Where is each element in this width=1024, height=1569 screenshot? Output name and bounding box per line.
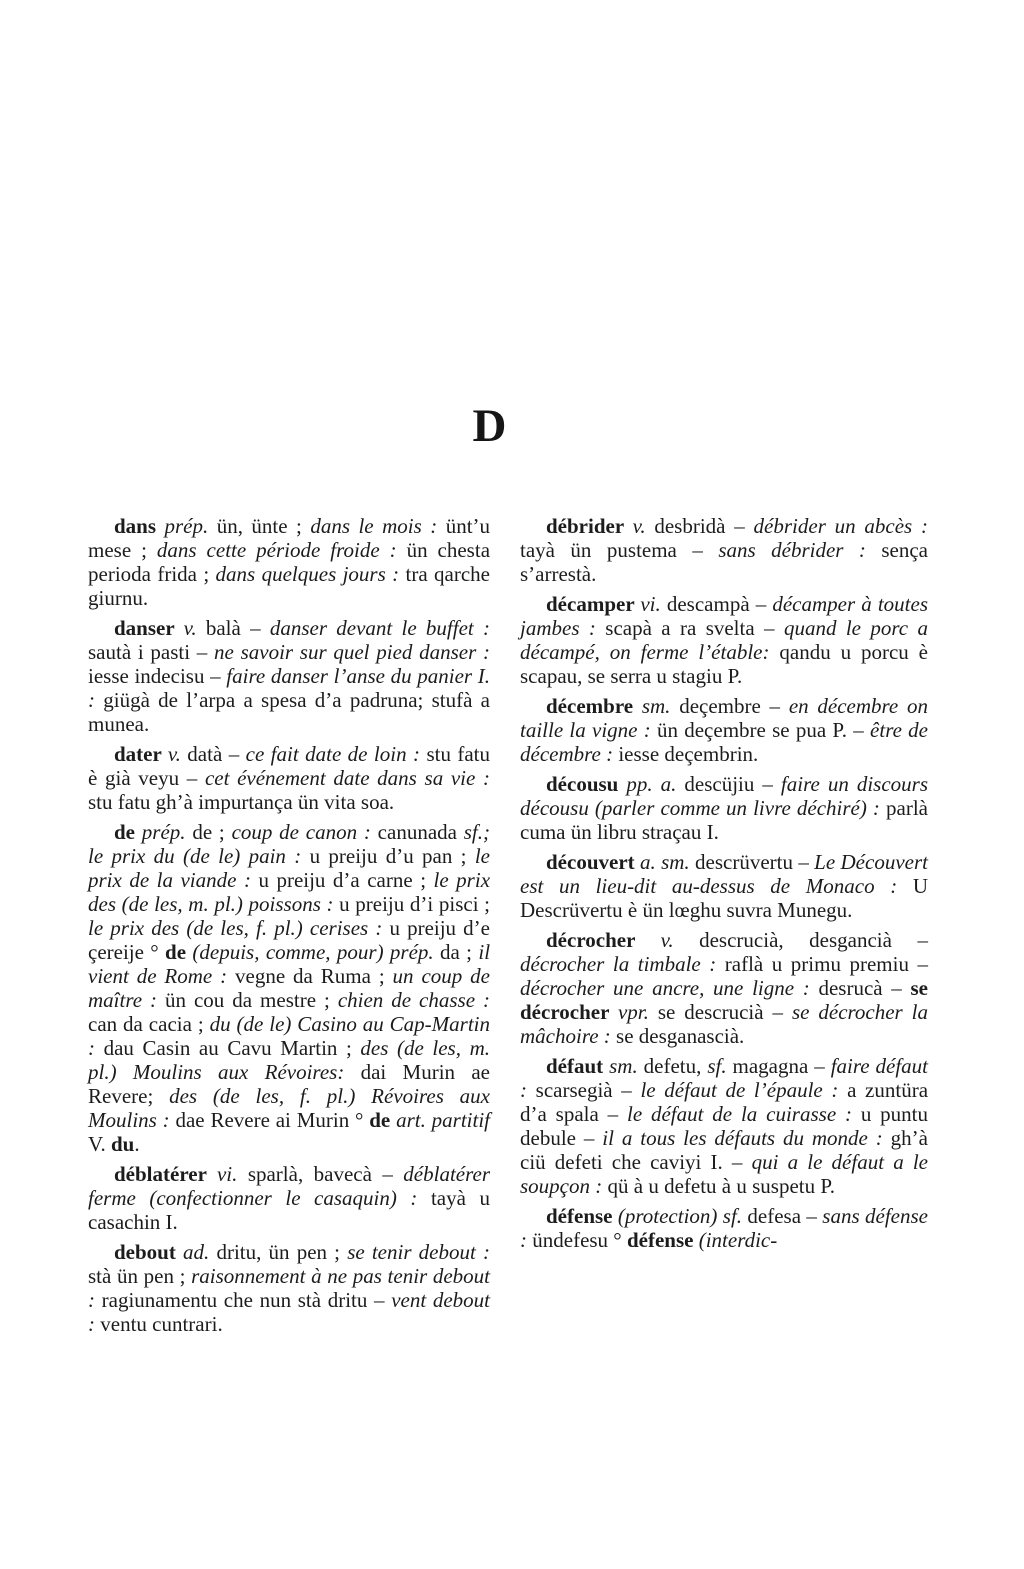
entry-text: scarsegià – — [535, 1078, 641, 1102]
entry-text: le défaut de la cuirasse : — [626, 1102, 861, 1126]
dictionary-entry — [520, 1054, 928, 1198]
entry-text: giügà de l’arpa a spesa d’a padruna; stufà a munea. — [88, 688, 491, 736]
dictionary-entry — [88, 820, 490, 1156]
headword: du — [110, 1132, 135, 1156]
entry-text: dans quelques jours : — [215, 562, 406, 586]
headword: de — [114, 820, 142, 844]
entry-text: vegne da Ruma ; — [235, 964, 393, 988]
entry-text: sm. — [609, 1054, 644, 1078]
entry-text: stu fatu è già veyu – — [88, 742, 491, 790]
entry-text: de ; — [192, 820, 232, 844]
entry-text: dau Casin au Cavu Martin ; — [103, 1036, 361, 1060]
entry-text: a zuntüra d’a spala – — [520, 1078, 929, 1126]
entry-text: le prix de la viande : — [88, 844, 490, 892]
entry-text: se décrocher la mâchoire : — [520, 1000, 928, 1048]
entry-text: vi. — [640, 592, 667, 616]
entry-text: dans cette période froide : — [156, 538, 407, 562]
entry-text: en décembre on taille la vigne : — [520, 694, 928, 742]
entry-text: des (de les, f. pl.) Révoires aux Moulins : — [88, 1084, 491, 1132]
entry-text: se desganascià. — [616, 1024, 745, 1048]
entry-text: u puntu debule – — [520, 1102, 928, 1150]
headword: de — [165, 940, 193, 964]
entry-text: scapà a ra svelta – — [605, 616, 784, 640]
headword: décembre — [546, 694, 642, 718]
entry-text: ad. — [183, 1240, 217, 1264]
headword: dater — [114, 742, 168, 766]
entry-text: ün deçembre se pua P. – — [656, 718, 871, 742]
entry-text: être de décembre : — [520, 718, 928, 766]
dictionary-entry — [520, 1204, 928, 1252]
entry-text: dans le mois : — [310, 514, 446, 538]
entry-text: iesse deçembrin. — [618, 742, 759, 766]
entry-text: danser devant le buffet : — [269, 616, 490, 640]
headword: découvert — [546, 850, 640, 874]
entry-text: V. — [88, 1132, 111, 1156]
entry-text: faire défaut : — [520, 1054, 928, 1102]
entry-text: le prix des (de les, f. pl.) cerises : — [88, 916, 390, 940]
entry-text: des (de les, m. pl.) Moulins aux Révoires: — [88, 1036, 490, 1084]
entry-text: dritu, ün pen ; — [216, 1240, 348, 1264]
entry-text: sparlà, bavecà – — [247, 1162, 404, 1186]
entry-text: ragiunamentu che nun stà dritu – — [101, 1288, 392, 1312]
entry-text: a. sm. — [639, 850, 696, 874]
entry-text: ün chesta perioda frida ; — [88, 538, 491, 586]
entry-text: décamper à toutes jambes : — [520, 592, 928, 640]
headword: décamper — [546, 592, 641, 616]
entry-text: tayà u casachin I. — [88, 1186, 490, 1234]
entry-text: v. — [660, 928, 700, 952]
entry-text: cet événement date dans sa vie : — [204, 766, 490, 790]
dictionary-entry — [520, 772, 928, 844]
entry-text: le prix des (de les, m. pl.) poissons : — [88, 868, 491, 916]
entry-text: magagna – — [732, 1054, 831, 1078]
headword: danser — [114, 616, 184, 640]
entry-text: ventu cuntrari. — [100, 1312, 223, 1336]
left-column — [88, 514, 490, 1336]
entry-text: canunada — [377, 820, 464, 844]
headword: décrocher — [546, 928, 661, 952]
entry-text: u preiju d’i pisci ; — [339, 892, 490, 916]
headword: dans — [114, 514, 165, 538]
entry-text: pp. a. — [626, 772, 685, 796]
entry-text: qui a le défaut a le soupçon : — [520, 1150, 929, 1198]
dictionary-entry — [520, 850, 928, 922]
dictionary-entry — [520, 928, 928, 1048]
dictionary-entry — [520, 592, 928, 688]
entry-text: du (de le) Casino au Cap-Martin : — [88, 1012, 490, 1060]
entry-text: vpr. — [617, 1000, 658, 1024]
entry-text: prép. — [141, 820, 193, 844]
entry-text: sf. — [707, 1054, 733, 1078]
entry-text: v. — [183, 616, 206, 640]
entry-text: datà – — [187, 742, 246, 766]
entry-text: sans débrider : — [718, 538, 882, 562]
entry-text: coup de canon : — [231, 820, 378, 844]
entry-text: vent debout : — [88, 1288, 490, 1336]
entry-text: décrocher la timbale : — [520, 952, 725, 976]
headword: décousu — [546, 772, 627, 796]
headword: défense — [626, 1228, 699, 1252]
dictionary-entry — [88, 1240, 490, 1336]
section-letter-heading: D — [472, 400, 508, 452]
entry-text: tayà ün pustema – — [520, 538, 719, 562]
entry-text: (interdic- — [698, 1228, 778, 1252]
entry-text: sans défense : — [520, 1204, 928, 1252]
entry-text: sautà i pasti – — [88, 640, 215, 664]
dictionary-entry — [520, 694, 928, 766]
entry-text: il vient de Rome : — [88, 940, 491, 988]
entry-text: sf.; le prix du (de le) pain : — [88, 820, 490, 868]
entry-text: le défaut de l’épaule : — [640, 1078, 848, 1102]
entry-text: chien de chasse : — [337, 988, 491, 1012]
entry-text: dae Revere ai Murin ° — [175, 1108, 370, 1132]
entry-text: descampà – — [666, 592, 773, 616]
entry-text: descrüvertu – — [695, 850, 815, 874]
dictionary-entry — [88, 616, 490, 736]
entry-text: qü à u defetu à u suspetu P. — [607, 1174, 835, 1198]
dictionary-entry — [88, 742, 490, 814]
entry-text: dai Murin ae Revere; — [88, 1060, 490, 1108]
entry-text: sença s’arrestà. — [520, 538, 928, 586]
entry-text: u preiju d’e çereije ° — [88, 916, 490, 964]
headword: de — [369, 1108, 397, 1132]
dictionary-entry — [88, 514, 490, 610]
entry-text: iesse indecisu – — [88, 664, 227, 688]
text-columns — [88, 514, 928, 1336]
entry-text: raflà u primu premiu – — [724, 952, 928, 976]
entry-text: vi. — [216, 1162, 248, 1186]
entry-text: descüjiu – — [684, 772, 781, 796]
entry-text: il a tous les défauts du monde : — [602, 1126, 891, 1150]
entry-text: u preiju d’u pan ; — [309, 844, 475, 868]
entry-text: (protection) sf. — [617, 1204, 748, 1228]
entry-text: débrider un abcès : — [753, 514, 928, 538]
entry-text: defesa – — [747, 1204, 823, 1228]
entry-text: U Descrüvertu è ün lœghu suvra Munegu. — [520, 874, 928, 922]
entry-text: v. — [167, 742, 188, 766]
entry-text: gh’à ciü defeti che caviyi I. – — [520, 1126, 928, 1174]
entry-text: ce fait date de loin : — [245, 742, 427, 766]
entry-text: art. partitif — [396, 1108, 491, 1132]
entry-text: quand le porc a décampé, on ferme l’étable: — [520, 616, 928, 664]
entry-text: prép. — [164, 514, 217, 538]
headword: défense — [546, 1204, 618, 1228]
entry-text: v. — [632, 514, 655, 538]
entry-text: se tenir debout : — [347, 1240, 490, 1264]
headword: déblatérer — [114, 1162, 217, 1186]
entry-text: stu fatu gh’à impurtança ün vita soa. — [88, 790, 395, 814]
entry-text: ne savoir sur quel pied danser : — [214, 640, 490, 664]
entry-text: raisonnement à ne pas tenir debout : — [88, 1264, 491, 1312]
entry-text: balà – — [205, 616, 270, 640]
entry-text: ün cou da mestre ; — [165, 988, 338, 1012]
entry-text: u preiju d’a carne ; — [258, 868, 434, 892]
entry-text: descrucià, desgancià – — [699, 928, 928, 952]
entry-text: defetu, — [643, 1054, 708, 1078]
entry-text: desbridà – — [654, 514, 754, 538]
entry-text: . — [134, 1132, 140, 1156]
entry-text: ünt’u mese ; — [88, 514, 491, 562]
headword: debout — [114, 1240, 184, 1264]
entry-text: faire un discours décousu (parler comme un livre déchiré) : — [520, 772, 929, 820]
headword: défaut — [546, 1054, 610, 1078]
entry-text: un coup de maître : — [88, 964, 490, 1012]
entry-text: faire danser l’anse du panier I. : — [88, 664, 490, 712]
entry-text: qandu u porcu è scapau, se serra u stagiu P. — [520, 640, 928, 688]
entry-text: ün, ünte ; — [216, 514, 311, 538]
entry-text: tra qarche giurnu. — [88, 562, 490, 610]
dictionary-entry — [88, 1162, 490, 1234]
right-column — [520, 514, 928, 1336]
entry-text: deçembre – — [679, 694, 789, 718]
entry-text: parlà cuma ün libru straçau I. — [520, 796, 928, 844]
entry-text: desrucà – — [818, 976, 911, 1000]
entry-text: stà ün pen ; — [88, 1264, 192, 1288]
entry-text: décrocher une ancre, une ligne : — [520, 976, 819, 1000]
entry-text: Le Découvert est un lieu-dit au-dessus de Monaco : — [520, 850, 928, 898]
entry-text: déblatérer ferme (confectionner le casaquin) : — [88, 1162, 490, 1210]
headword: se décrocher — [520, 976, 928, 1024]
headword: débrider — [546, 514, 633, 538]
dictionary-entry — [520, 514, 928, 586]
entry-text: (depuis, comme, pour) prép. — [192, 940, 440, 964]
entry-text: sm. — [641, 694, 680, 718]
entry-text: se descrucià – — [657, 1000, 792, 1024]
entry-text: da ; — [440, 940, 479, 964]
entry-text: can da cacia ; — [88, 1012, 210, 1036]
entry-text: ündefesu ° — [532, 1228, 627, 1252]
